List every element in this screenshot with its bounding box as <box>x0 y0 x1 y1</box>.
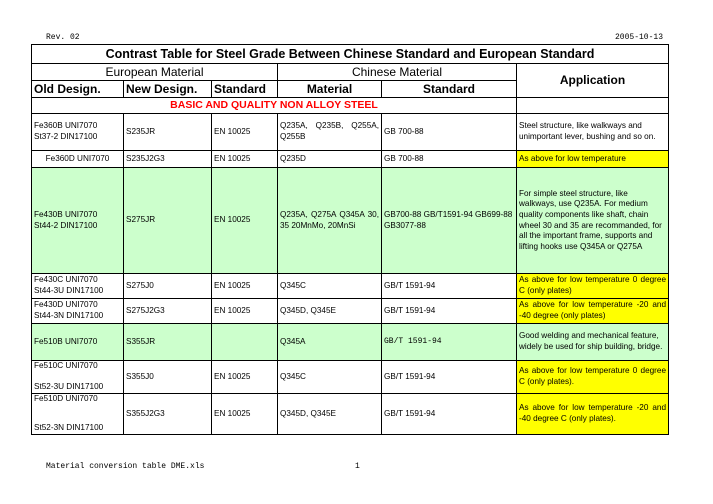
eu-standard-cell: EN 10025 <box>212 151 278 168</box>
application-cell: As above for low temperature -20 and -40 degree (only plates) <box>517 299 669 324</box>
cn-standard-cell: GB700-88 GB/T1591-94 GB699-88 GB3077-88 <box>382 168 517 274</box>
application-cell: As above for low temperature 0 degree C (only plates). <box>517 361 669 394</box>
footer-filename: Material conversion table DME.xls <box>46 462 205 471</box>
eu-standard-cell: EN 10025 <box>212 274 278 299</box>
table-row <box>32 361 669 394</box>
application-cell: Good welding and mechanical feature, widely be used for ship building, bridge. <box>517 324 669 361</box>
cn-material-cell: Q345D, Q345E <box>278 299 382 324</box>
application-cell: As above for low temperature -20 and -40 degree C (only plates). <box>517 394 669 435</box>
table-row <box>32 299 669 324</box>
eu-standard-cell: EN 10025 <box>212 299 278 324</box>
old-design-cell: Fe510C UNI7070 St52-3U DIN17100 <box>32 361 124 394</box>
old-design-cell: Fe430C UNI7070 St44-3U DIN17100 <box>32 274 124 299</box>
eu-standard-cell: EN 10025 <box>212 168 278 274</box>
old-design-cell: Fe510B UNI7070 <box>32 324 124 361</box>
new-design-header: New Design. <box>124 81 212 98</box>
cn-material-cell: Q235D <box>278 151 382 168</box>
application-cell: For simple steel structure, like walkways, use Q235A. For medium quality components like shaft, chain wheel 30 and 35 are recommanded, for all the important frame, supports and lifting hooks use Q345A or Q275A <box>517 168 669 274</box>
cn-standard-cell: GB/T 1591-94 <box>382 394 517 435</box>
old-design-header: Old Design. <box>32 81 124 98</box>
new-design-cell: S355J0 <box>124 361 212 394</box>
document-date: 2005-10-13 <box>615 33 664 42</box>
page-number: 1 <box>355 462 360 471</box>
cn-standard-cell: GB/T 1591-94 <box>382 361 517 394</box>
cn-standard-cell: GB/T 1591-94 <box>382 324 517 361</box>
new-design-cell: S275J0 <box>124 274 212 299</box>
new-design-cell: S275J2G3 <box>124 299 212 324</box>
cn-standard-cell: GB 700-88 <box>382 114 517 151</box>
new-design-cell: S235J2G3 <box>124 151 212 168</box>
material-header: Material <box>278 81 382 98</box>
eu-standard-cell: EN 10025 <box>212 394 278 435</box>
old-design-cell: Fe430B UNI7070 St44-2 DIN17100 <box>32 168 124 274</box>
application-cell: As above for low temperature <box>517 151 669 168</box>
table-row <box>32 114 669 151</box>
table-row <box>32 151 669 168</box>
table-row <box>32 324 669 361</box>
cn-material-cell: Q345C <box>278 361 382 394</box>
new-design-cell: S235JR <box>124 114 212 151</box>
cn-material-cell: Q345C <box>278 274 382 299</box>
standard-cn-header: Standard <box>382 81 517 98</box>
cn-material-cell: Q235A, Q235B, Q255A, Q255B <box>278 114 382 151</box>
eu-standard-cell: EN 10025 <box>212 361 278 394</box>
new-design-cell: S275JR <box>124 168 212 274</box>
eu-standard-cell <box>212 324 278 361</box>
eu-standard-cell: EN 10025 <box>212 114 278 151</box>
old-design-cell: Fe360B UNI7070 St37-2 DIN17100 <box>32 114 124 151</box>
table-row <box>32 394 669 435</box>
table-row <box>32 274 669 299</box>
old-design-cell: Fe510D UNI7070 St52-3N DIN17100 <box>32 394 124 435</box>
cn-standard-cell: GB 700-88 <box>382 151 517 168</box>
old-design-cell: Fe430D UNI7070 St44-3N DIN17100 <box>32 299 124 324</box>
cn-standard-cell: GB/T 1591-94 <box>382 274 517 299</box>
cn-material-cell: Q235A, Q275A Q345A 30, 35 20MnMo, 20MnSi <box>278 168 382 274</box>
table-row <box>32 168 669 274</box>
chinese-material-header: Chinese Material <box>278 64 517 81</box>
application-cell: Steel structure, like walkways and unimportant lever, bushing and so on. <box>517 114 669 151</box>
cn-standard-cell: GB/T 1591-94 <box>382 299 517 324</box>
section-blank <box>517 98 669 114</box>
cn-material-cell: Q345A <box>278 324 382 361</box>
section-heading: BASIC AND QUALITY NON ALLOY STEEL <box>32 98 517 114</box>
revision-label: Rev. 02 <box>46 33 80 42</box>
cn-material-cell: Q345D, Q345E <box>278 394 382 435</box>
new-design-cell: S355J2G3 <box>124 394 212 435</box>
application-cell: As above for low temperature 0 degree C (only plates) <box>517 274 669 299</box>
application-header: Application <box>517 64 669 98</box>
old-design-cell: Fe360D UNI7070 <box>32 151 124 168</box>
table-title: Contrast Table for Steel Grade Between Chinese Standard and European Standard <box>32 45 669 64</box>
standard-eu-header: Standard <box>212 81 278 98</box>
steel-grade-table <box>31 44 669 435</box>
new-design-cell: S355JR <box>124 324 212 361</box>
european-material-header: European Material <box>32 64 278 81</box>
